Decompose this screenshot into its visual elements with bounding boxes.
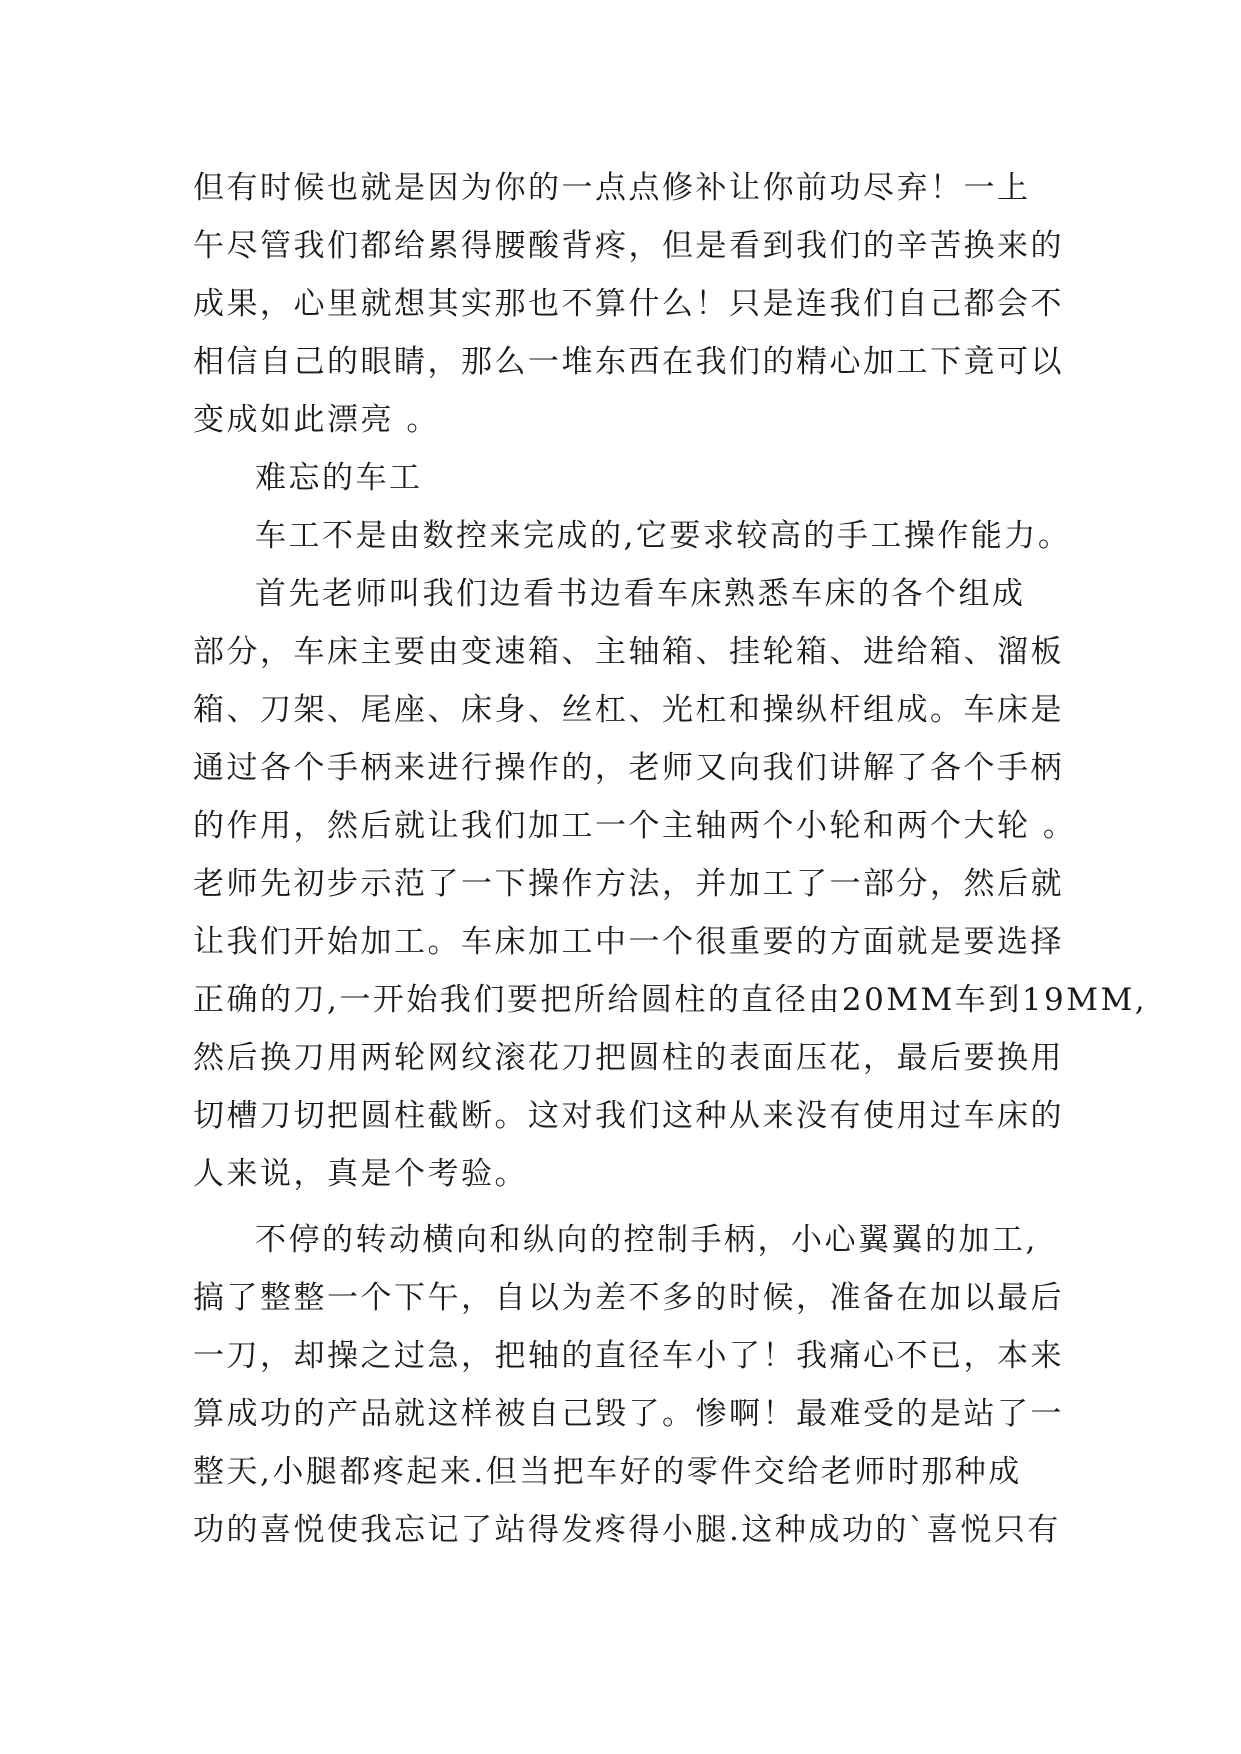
section-heading: 难忘的车工	[255, 460, 423, 496]
text-line: 整天,小腿都疼起来.但当把车好的零件交给老师时那种成	[193, 1454, 1022, 1490]
document-body	[193, 159, 1148, 1559]
text-line: 相信自己的眼睛，那么一堆东西在我们的精心加工下竟可以	[193, 344, 1064, 380]
text-line: 通过各个手柄来进行操作的，老师又向我们讲解了各个手柄	[193, 750, 1064, 786]
text-line: 变成如此漂亮 。	[193, 402, 440, 438]
text-line: 首先老师叫我们边看书边看车床熟悉车床的各个组成	[255, 576, 1026, 612]
text-line: 车工不是由数控来完成的,它要求较高的手工操作能力。	[255, 518, 1072, 554]
text-line: 然后换刀用两轮网纹滚花刀把圆柱的表面压花，最后要换用	[193, 1040, 1064, 1076]
text-line: 切槽刀切把圆柱截断。这对我们这种从来没有使用过车床的	[193, 1098, 1064, 1134]
text-line: 的作用，然后就让我们加工一个主轴两个小轮和两个大轮 。	[193, 808, 1077, 844]
text-line: 但有时候也就是因为你的一点点修补让你前功尽弃！一上	[193, 170, 1031, 206]
text-line: 功的喜悦使我忘记了站得发疼得小腿.这种成功的`喜悦只有	[193, 1512, 1061, 1548]
text-line: 老师先初步示范了一下操作方法，并加工了一部分，然后就	[193, 866, 1064, 902]
text-line: 午尽管我们都给累得腰酸背疼，但是看到我们的辛苦换来的	[193, 228, 1064, 264]
text-line: 算成功的产品就这样被自己毁了。惨啊！最难受的是站了一	[193, 1396, 1064, 1432]
text-line: 成果，心里就想其实那也不算什么！只是连我们自己都会不	[193, 286, 1064, 322]
text-line: 一刀，却操之过急，把轴的直径车小了！我痛心不已，本来	[193, 1338, 1064, 1374]
text-line: 不停的转动横向和纵向的控制手柄，小心翼翼的加工,	[255, 1222, 1038, 1258]
text-line: 正确的刀,一开始我们要把所给圆柱的直径由20MM车到19MM,	[193, 982, 1148, 1018]
text-line: 人来说，真是个考验。	[193, 1156, 528, 1192]
text-line: 部分，车床主要由变速箱、主轴箱、挂轮箱、进给箱、溜板	[193, 634, 1064, 670]
text-line: 搞了整整一个下午，自以为差不多的时候，准备在加以最后	[193, 1280, 1064, 1316]
text-line: 让我们开始加工。车床加工中一个很重要的方面就是要选择	[193, 924, 1064, 960]
text-line: 箱、刀架、尾座、床身、丝杠、光杠和操纵杆组成。车床是	[193, 692, 1064, 728]
